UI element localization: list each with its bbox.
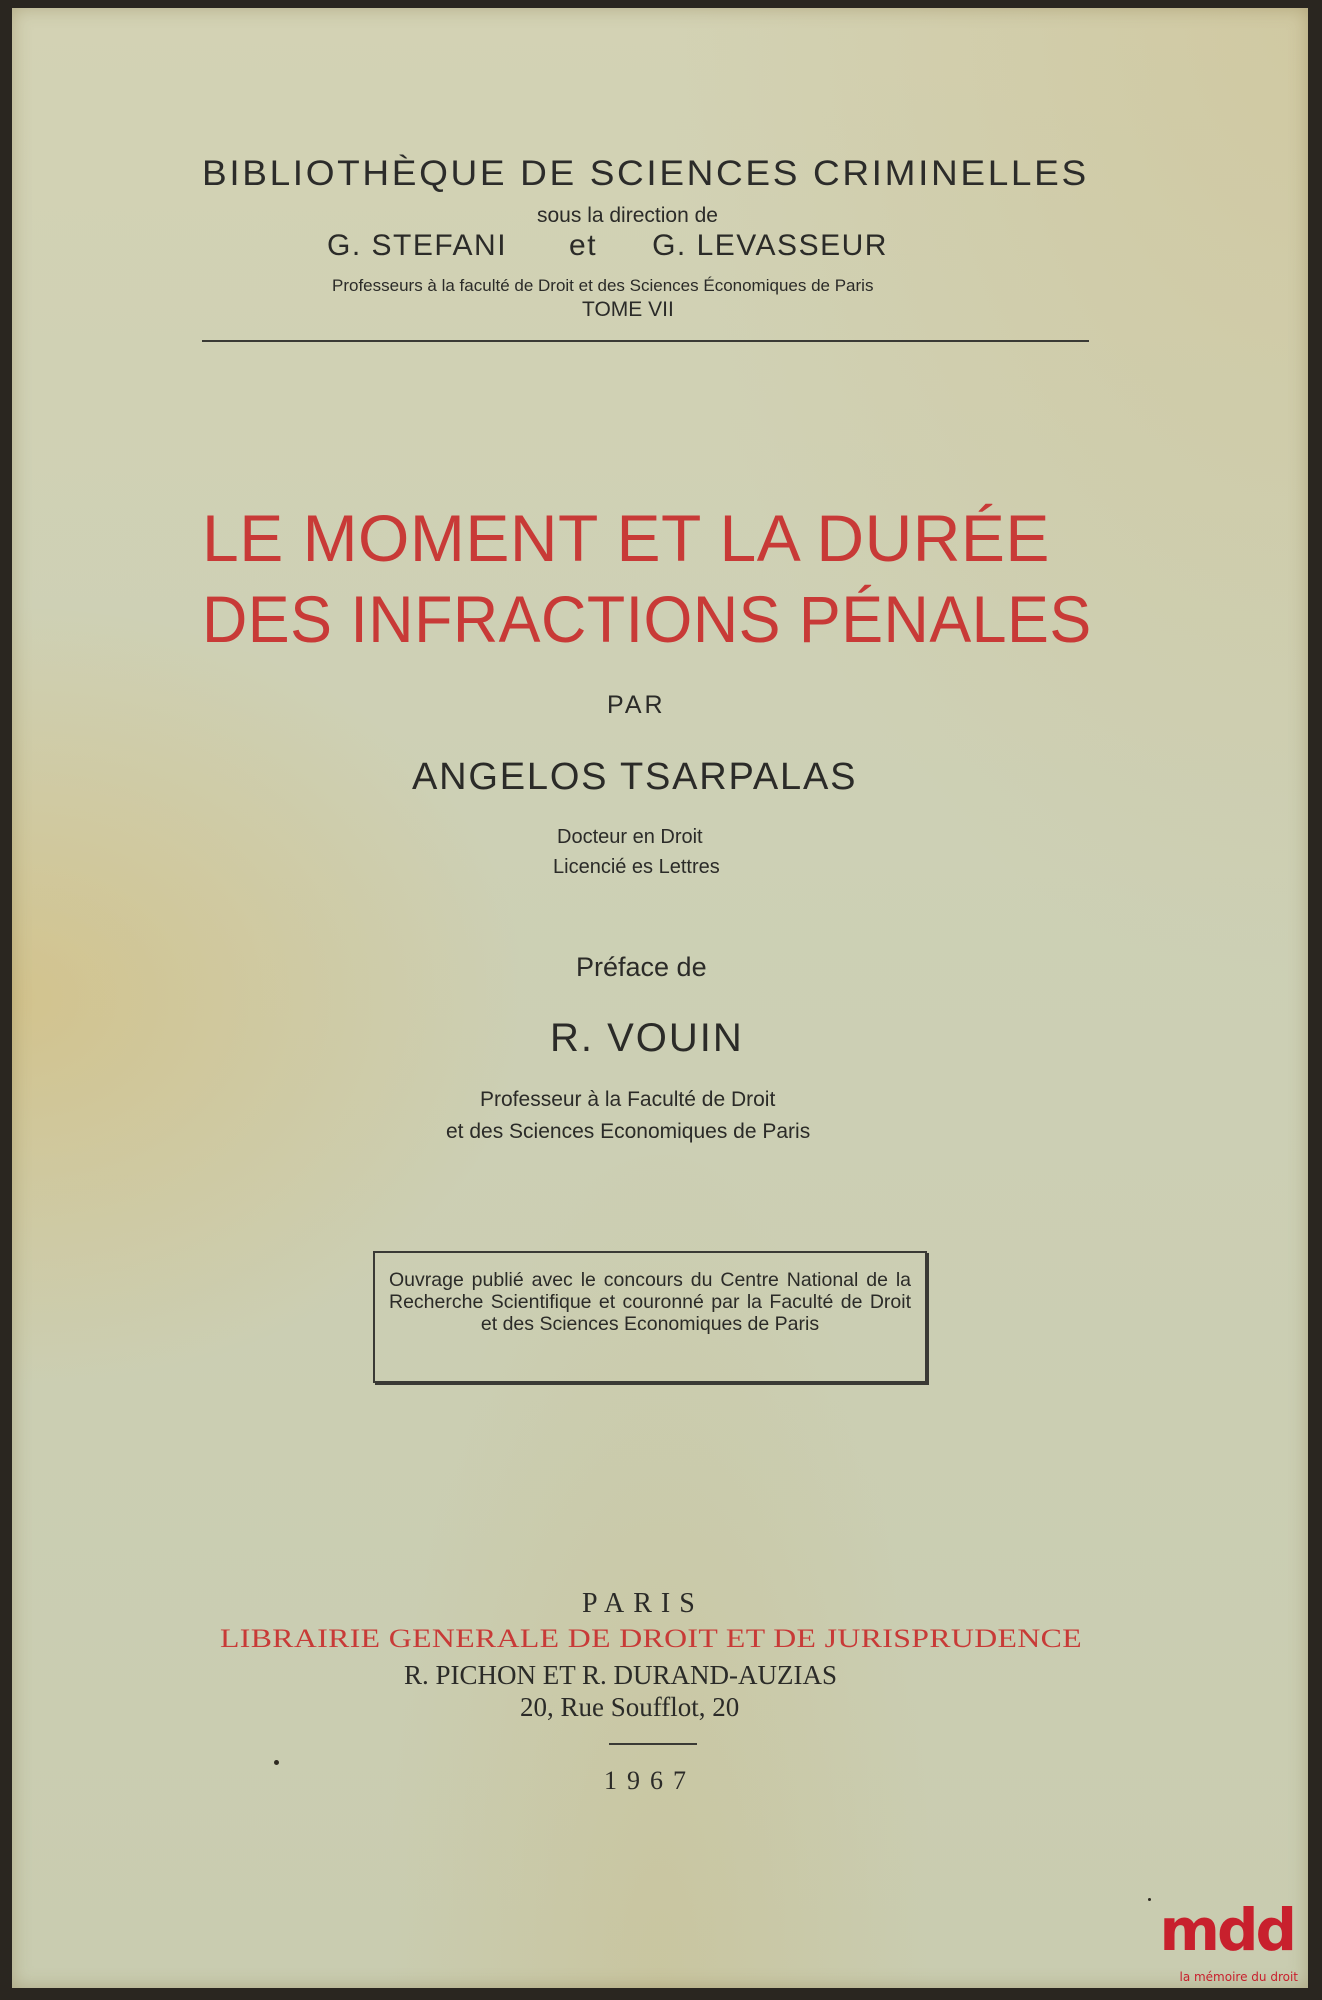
preface-label: Préface de bbox=[576, 952, 707, 982]
header-rule bbox=[202, 340, 1089, 342]
publisher-address: 20, Rue Soufflot, 20 bbox=[520, 1692, 740, 1722]
paper-speck bbox=[274, 1760, 279, 1765]
publication-year: 1967 bbox=[604, 1766, 696, 1795]
volume-number: TOME VII bbox=[582, 298, 674, 321]
by-label: PAR bbox=[607, 691, 666, 719]
director-2: G. LEVASSEUR bbox=[652, 229, 888, 262]
series-directors bbox=[327, 229, 888, 263]
book-title-line-2: DES INFRACTIONS PÉNALES bbox=[202, 582, 1092, 656]
author-credential-2: Licencié es Lettres bbox=[553, 856, 720, 878]
imprint-city: PARIS bbox=[582, 1588, 704, 1619]
director-1: G. STEFANI bbox=[327, 229, 508, 262]
watermark-logo bbox=[1142, 1896, 1302, 1986]
publication-notice-box bbox=[373, 1251, 927, 1383]
series-title: BIBLIOTHÈQUE DE SCIENCES CRIMINELLES bbox=[202, 154, 1089, 193]
watermark-logo-mark: mdd bbox=[1159, 1896, 1294, 1964]
directors-conjunction: et bbox=[569, 229, 598, 262]
author-credential-1: Docteur en Droit bbox=[557, 826, 703, 848]
preface-affiliation-2: et des Sciences Economiques de Paris bbox=[446, 1120, 811, 1143]
publisher-owners: R. PICHON ET R. DURAND-AUZIAS bbox=[404, 1660, 838, 1690]
preface-author: R. VOUIN bbox=[550, 1016, 744, 1060]
preface-affiliation-1: Professeur à la Faculté de Droit bbox=[480, 1088, 776, 1111]
book-title-line-1: LE MOMENT ET LA DURÉE bbox=[202, 501, 1050, 575]
watermark-tagline: la mémoire du droit bbox=[1179, 1970, 1298, 1984]
directors-affiliation: Professeurs à la faculté de Droit et des Sciences Économiques de Paris bbox=[332, 276, 874, 295]
book-cover bbox=[12, 8, 1308, 1988]
publisher-name: LIBRAIRIE GENERALE DE DROIT ET DE JURISPRUDENCE bbox=[220, 1624, 1083, 1653]
imprint-rule bbox=[609, 1743, 697, 1745]
series-direction-label: sous la direction de bbox=[537, 204, 718, 227]
author-name: ANGELOS TSARPALAS bbox=[412, 756, 858, 798]
publication-notice: Ouvrage publié avec le concours du Centre National de la Recherche Scientifique et couronné par la Faculté de Droit et des Sciences Economiques de Paris bbox=[389, 1269, 911, 1335]
